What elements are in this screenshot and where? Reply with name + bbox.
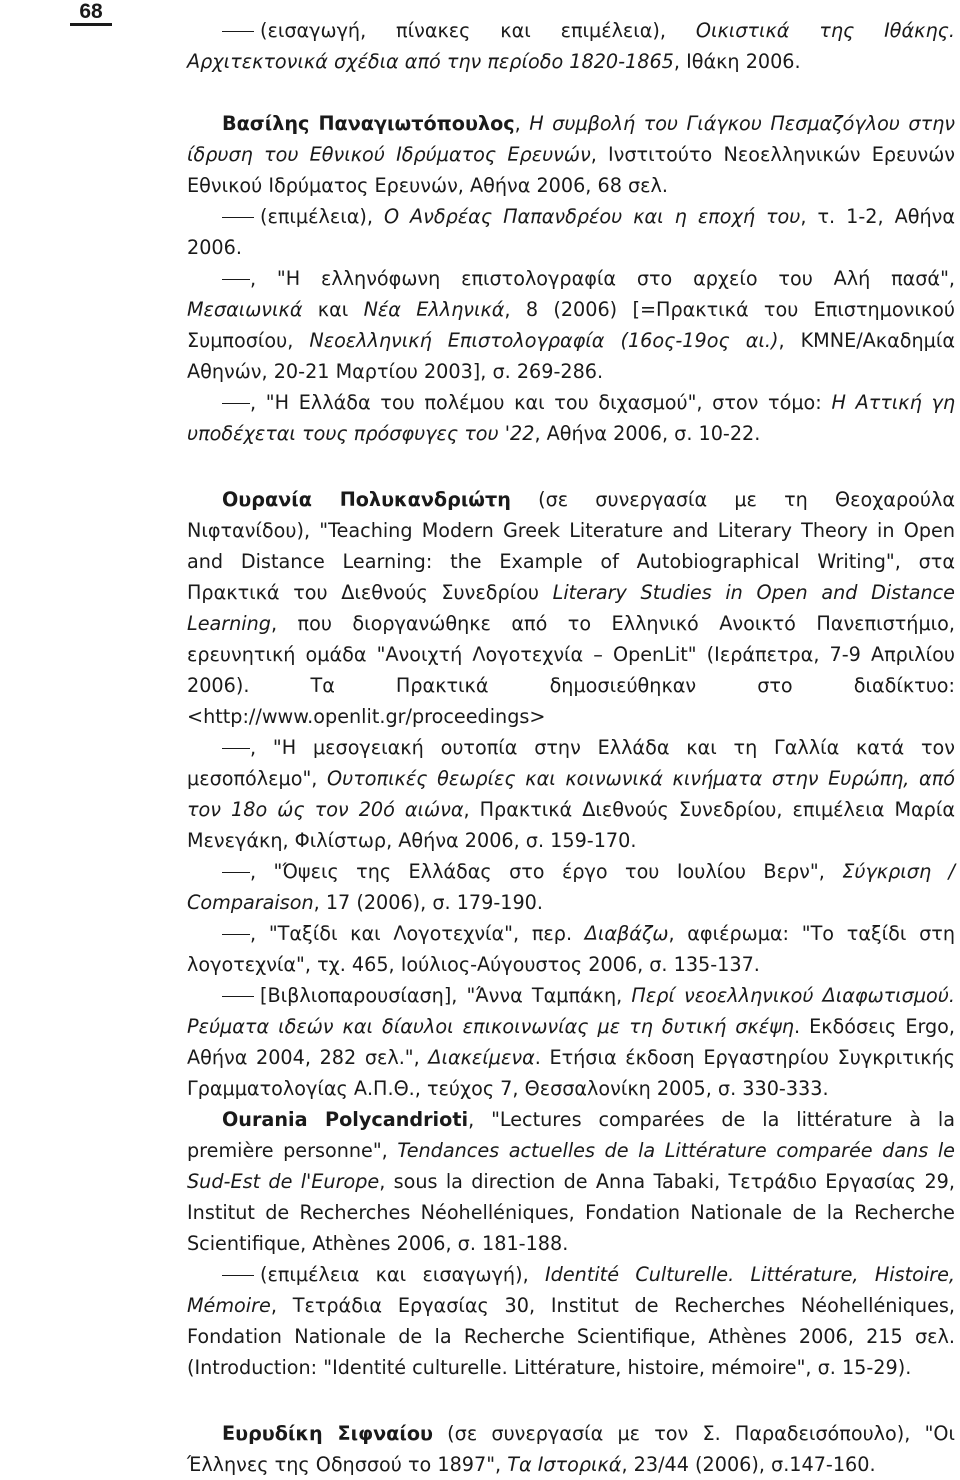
bib-entry: , "Η Ελλάδα του πολέμου και του διχασμού", στον τόμο: Η Αττική γη υποδέχεται τους πρόσφυγες του '22, Αθήνα 2006, σ. 10-22. — [187, 391, 955, 445]
repeat-dash — [222, 217, 254, 218]
bib-entry: , "Η ελληνόφωνη επιστολογραφία στο αρχείο του Αλή πασά", Μεσαιωνικά και Νέα Ελληνικά, 8 (2006) [=Πρακτικά του Επιστημονικού Συμποσίου, Νεοελληνική Επιστολογραφία (16ος-19ος αι.), ΚΜΝΕ/Ακαδημία Αθηνών, 20-21 Μαρτίου 2003], σ. 269-286. — [187, 267, 955, 383]
bibliography — [187, 15, 955, 1480]
bib-entry: (εισαγωγή, πίνακες και επιμέλεια), Οικιστικά της Ιθάκης. Αρχιτεκτονικά σχέδια από την περίοδο 1820-1865, Ιθάκη 2006. — [187, 19, 955, 73]
bib-entry: , "Όψεις της Ελλάδας στο έργο του Ιουλίου Βερν", Σύγκριση / Comparaison, 17 (2006), σ. 179-190. — [187, 860, 955, 914]
bib-entry: Ourania Polycandrioti, "Lectures comparées de la littérature à la première personne", Tendances actuelles de la Littérature comparée dans le Sud-Est de l'Europe, sous la direction de Anna Tabaki, Τετράδιο Εργασίας 29, Institut de Recherches Néohelléniques, Fondation Nationale de la Recherche Scientifique, Athènes 2006, σ. 181-188. — [187, 1108, 956, 1255]
page-number: 68 — [70, 0, 112, 26]
author-name: Ευρυδίκη Σιφναίου — [222, 1422, 433, 1445]
bib-entry: [Βιβλιοπαρουσίαση], "Άννα Ταμπάκη, Περί νεοελληνικού Διαφωτισμού. Ρεύματα ιδεών και δίαυλοι επικοινωνίας με τη δυτική σκέψη. Εκδόσεις Ergo, Αθήνα 2004, 282 σελ.", Διακείμενα. Ετήσια έκδοση Εργαστηρίου Συγκριτικής Γραμματολογίας Α.Π.Θ., τεύχος 7, Θεσσαλονίκη 2005, σ. 330-333. — [187, 984, 956, 1100]
repeat-dash — [222, 31, 254, 32]
repeat-dash — [222, 872, 250, 873]
bib-entry: Ευρυδίκη Σιφναίου (σε συνεργασία με τον Σ. Παραδεισόπουλο), "Οι Έλληνες της Οδησσού το 1897", Τα Ιστορικά, 23/44 (2006), σ.147-160. — [187, 1422, 955, 1476]
bib-entry: (επιμέλεια), Ο Ανδρέας Παπανδρέου και η εποχή του, τ. 1-2, Αθήνα 2006. — [187, 205, 955, 259]
bib-entry: , "Η μεσογειακή ουτοπία στην Ελλάδα και τη Γαλλία κατά τον μεσοπόλεμο", Ουτοπικές θεωρίες και κοινωνικά κινήματα στην Ευρώπη, από τον 18ο ώς τον 20ό αιώνα, Πρακτικά Διεθνούς Συνεδρίου, επιμέλεια Μαρία Μενεγάκη, Φιλίστωρ, Αθήνα 2006, σ. 159-170. — [187, 736, 955, 852]
author-name: Ουρανία Πολυκανδριώτη — [222, 488, 511, 511]
bib-entry: Ουρανία Πολυκανδριώτη (σε συνεργασία με τη Θεοχαρούλα Νιφτανίδου), "Teaching Modern Greek Literature and Literary Theory in Open and Distance Learning: the Example of Autobiographical Writing", στα Πρακτικά του Διεθνούς Συνεδρίου Literary Studies in Open and Distance Learning, που διοργανώθηκε από το Ελληνικό Ανοικτό Πανεπιστήμιο, ερευνητική ομάδα "Ανοιχτή Λογοτεχνία – OpenLit" (Ιεράπετρα, 7-9 Απριλίου 2006). Τα Πρακτικά δημοσιεύθηκαν στο διαδίκτυο: <http://www.openlit.gr/proceedings> — [187, 488, 955, 728]
repeat-dash — [222, 403, 250, 404]
repeat-dash — [222, 279, 250, 280]
repeat-dash — [222, 934, 250, 935]
repeat-dash — [222, 1275, 254, 1276]
repeat-dash — [222, 996, 254, 997]
bib-entry: , "Ταξίδι και Λογοτεχνία", περ. Διαβάζω, αφιέρωμα: "Το ταξίδι στη λογοτεχνία", τχ. 465, Ιούλιος-Αύγουστος 2006, σ. 135-137. — [187, 922, 955, 976]
author-name: Βασίλης Παναγιωτόπουλος — [222, 112, 515, 135]
bib-entry: (επιμέλεια και εισαγωγή), Identité Culturelle. Littérature, Histoire, Mémoire, Τετράδια Εργασίας 30, Institut de Recherches Néohelléniques, Fondation Nationale de la Recherche Scientifique, Athènes 2006, 215 σελ. (Introduction: "Identité culturelle. Littérature, histoire, mémoire", σ. 15-29). — [187, 1263, 955, 1379]
bib-entry: Βασίλης Παναγιωτόπουλος, Η συμβολή του Γιάγκου Πεσμαζόγλου στην ίδρυση του Εθνικού Ιδρύματος Ερευνών, Ινστιτούτο Νεοελληνικών Ερευνών Εθνικού Ιδρύματος Ερευνών, Αθήνα 2006, 68 σελ. — [187, 112, 955, 197]
repeat-dash — [222, 748, 250, 749]
author-name: Ourania Polycandrioti — [222, 1108, 469, 1131]
